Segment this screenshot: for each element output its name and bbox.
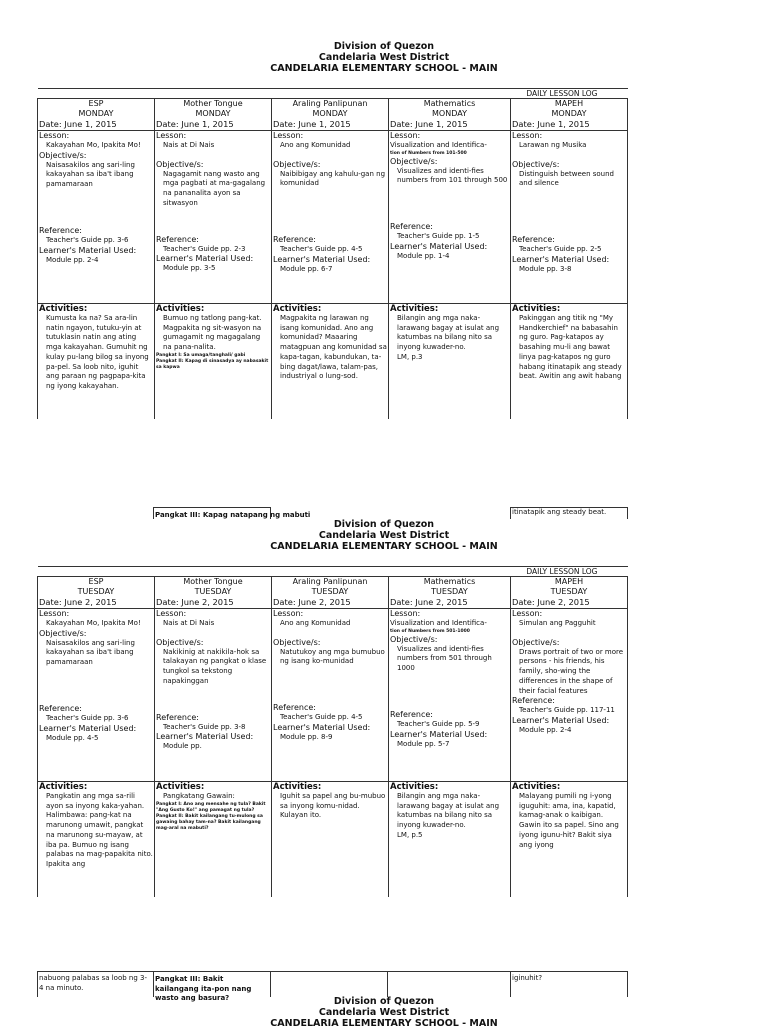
activities-esp: Activities: Kumusta ka na? Sa ara-lin natin ngayon, tutuku-yin at tutuklasin natin ang ating mga kakayahan. Gumuhit ng kulay pu-lang bilog sa inyong pa-pel. Sa loob nito, iguhit ang paraan ng pagpapa-kita ng iyong kakayahan. (38, 304, 155, 419)
overflow-divider (510, 507, 511, 519)
details-mathematics: Lesson: Visualization and Identifica- tion of Numbers from 501-1000 Objective/s: Visualizes and identi-fies numbers from 501 through 1000 Reference: Teacher's Guide pp. 5-9 Learner's Material Used: Module pp. 5-7 (389, 609, 511, 782)
overflow-text-mother-tongue: Pangkat III: Kapag natapang ng mabuti (155, 511, 311, 519)
overflow-divider (153, 971, 154, 997)
subject-mathematics: Mathematics TUESDAY Date: June 2, 2015 (389, 577, 511, 609)
subject-mother-tongue: Mother Tongue MONDAY Date: June 1, 2015 (155, 99, 272, 131)
activities-mapeh: Activities: Pakinggan ang titik ng "My Handkerchief" na babasahin ng guro. Pag-katapos ay basahing mu-li ang bawat linya pag-katapos ng guro habang itinatapik ang steady beat. Awitin ang awit habang (511, 304, 628, 419)
district-title: Candelaria West District (318, 52, 450, 63)
overflow-text-mapeh: iginuhit? (512, 974, 543, 982)
daily-lesson-log-title: DAILY LESSON LOG (38, 89, 628, 99)
overflow-divider (627, 971, 628, 997)
activities-araling-panlipunan: Activities: Iguhit sa papel ang bu-mubuo sa inyong komu-nidad. Kulayan ito. (272, 782, 389, 897)
lesson-log-monday (37, 88, 628, 419)
overflow-divider (153, 507, 154, 519)
details-mathematics: Lesson: Visualization and Identifica- tion of Numbers from 101-500 Objective/s: Visualizes and identi-fies numbers from 101 through 500 Reference: Teacher's Guide pp. 1-5 Learner's Material Used: Module pp. 1-4 (389, 131, 511, 304)
lesson-details-row (38, 609, 628, 782)
activities-esp: Activities: Pangkatin ang mga sa-rili ayon sa inyong kaka-yahan. Halimbawa: pang-kat na marunong umawit, pangkat na marunong su-mayaw, at iba pa. Bumuo ng isang palabas na mag-papakita nito. Ipakita ang (38, 782, 155, 897)
lesson-log-tuesday (37, 566, 628, 897)
activities-row (38, 304, 628, 419)
district-title: Candelaria West District (318, 530, 450, 541)
activities-mathematics: Activities: Bilangin ang mga naka-larawang bagay at isulat ang katumbas na bilang nito sa inyong kuwader-no. LM, p.3 (389, 304, 511, 419)
subject-araling-panlipunan: Araling Panlipunan TUESDAY Date: June 2, 2015 (272, 577, 389, 609)
activities-mother-tongue: Activities: Bumuo ng tatlong pang-kat. Magpakita ng sit-wasyon na gumagamit ng magagalang na pana-nalita. Pangkat I: Sa umaga/tanghali/ gabi Pangkat II: Kapag di sinasadya ay nabasakit sa kapwa (155, 304, 272, 419)
activities-mapeh: Activities: Malayang pumili ng i-yong iguguhit: ama, ina, kapatid, kamag-anak o kaibigan. Gawin ito sa papel. Sino ang iyong igunu-hit? Bakit siya ang iyong (511, 782, 628, 897)
overflow-divider (37, 971, 627, 972)
division-title: Division of Quezon (333, 41, 435, 52)
overflow-divider (270, 971, 271, 997)
overflow-divider (627, 507, 628, 519)
division-title: Division of Quezon (333, 996, 435, 1007)
subject-esp: ESP TUESDAY Date: June 2, 2015 (38, 577, 155, 609)
school-title: CANDELARIA ELEMENTARY SCHOOL - MAIN (270, 63, 498, 74)
subject-mapeh: MAPEH MONDAY Date: June 1, 2015 (511, 99, 628, 131)
details-mapeh: Lesson: Larawan ng Musika Objective/s: Distinguish between sound and silence Reference: Teacher's Guide pp. 2-5 Learner's Material Used: Module pp. 3-8 (511, 131, 628, 304)
school-title: CANDELARIA ELEMENTARY SCHOOL - MAIN (270, 541, 498, 552)
activities-mathematics: Activities: Bilangin ang mga naka-larawang bagay at isulat ang katumbas na bilang nito sa inyong kuwader-no. LM, p.5 (389, 782, 511, 897)
details-esp: Lesson: Kakayahan Mo, Ipakita Mo! Objective/s: Naisasakilos ang sari-ling kakayahan sa iba't ibang pamamaraan Reference: Teacher's Guide pp. 3-6 Learner's Material Used: Module pp. 4-5 (38, 609, 155, 782)
overflow-text-esp: nabuong palabas sa loob ng 3-4 na minuto. (39, 974, 147, 992)
subject-header-row (38, 99, 628, 131)
school-title: CANDELARIA ELEMENTARY SCHOOL - MAIN (270, 1018, 498, 1029)
activities-araling-panlipunan: Activities: Magpakita ng larawan ng isang komunidad. Ano ang komunidad? Maaaring matagpuan ang komunidad sa kapa-tagan, kabundukan, ta-bing dagat/lawa, talam-pas, industriyal o lung-sod. (272, 304, 389, 419)
subject-mapeh: MAPEH TUESDAY Date: June 2, 2015 (511, 577, 628, 609)
subject-mathematics: Mathematics MONDAY Date: June 1, 2015 (389, 99, 511, 131)
overflow-divider (387, 971, 388, 997)
division-title: Division of Quezon (333, 519, 435, 530)
overflow-divider (37, 971, 38, 997)
details-mother-tongue: Lesson: Nais at Di Nais Objective/s: Nakikinig at nakikila-hok sa talakayan ng pangkat o klase tungkol sa tekstong napakinggan Reference: Teacher's Guide pp. 3-8 Learner's Material Used: Module pp. (155, 609, 272, 782)
details-mapeh: Lesson: Simulan ang Pagguhit Objective/s: Draws portrait of two or more persons - his friends, his family, sho-wing the differences in the shape of their facial features Reference: Teacher's Guide pp. 117-11 Learner's Material Used: Module pp. 2-4 (511, 609, 628, 782)
overflow-text-mapeh: itinatapik ang steady beat. (512, 508, 607, 516)
subject-esp: ESP MONDAY Date: June 1, 2015 (38, 99, 155, 131)
subject-header-row (38, 577, 628, 609)
activities-mother-tongue: Activities: Pangkatang Gawain: Pangkat I: Ano ang mensahe ng tula? Bakit "Ang Gusto Ko!" ang pamagat ng tula? Pangkat II: Bakit kailangang tu-mulong sa gawaing bahay tam-na? Bakit kailangang mag-aral na mabuti? (155, 782, 272, 897)
overflow-text-mother-tongue: Pangkat III: Bakit kailangang ita-pon nang wasto ang basura? (155, 975, 252, 1003)
details-esp: Lesson: Kakayahan Mo, Ipakita Mo! Objective/s: Naisasakilos ang sari-ling kakayahan sa iba't ibang pamamaraan Reference: Teacher's Guide pp. 3-6 Learner's Material Used: Module pp. 2-4 (38, 131, 155, 304)
details-mother-tongue: Lesson: Nais at Di Nais Objective/s: Nagagamit nang wasto ang mga pagbati at ma-gagalang na pananalita ayon sa sitwasyon Reference: Teacher's Guide pp. 2-3 Learner's Material Used: Module pp. 3-5 (155, 131, 272, 304)
overflow-divider (510, 971, 511, 997)
district-title: Candelaria West District (318, 1007, 450, 1018)
activities-row (38, 782, 628, 897)
page-header-tuesday (0, 519, 768, 552)
overflow-divider (153, 507, 270, 508)
page-header-wednesday (0, 996, 768, 1029)
details-araling-panlipunan: Lesson: Ano ang Komunidad Objective/s: Natutukoy ang mga bumubuo ng isang ko-munidad Reference: Teacher's Guide pp. 4-5 Learner's Material Used: Module pp. 8-9 (272, 609, 389, 782)
subject-mother-tongue: Mother Tongue TUESDAY Date: June 2, 2015 (155, 577, 272, 609)
page-header-monday (0, 41, 768, 74)
daily-lesson-log-title: DAILY LESSON LOG (38, 567, 628, 577)
details-araling-panlipunan: Lesson: Ano ang Komunidad Objective/s: Naibibigay ang kahulu-gan ng komunidad Reference: Teacher's Guide pp. 4-5 Learner's Material Used: Module pp. 6-7 (272, 131, 389, 304)
subject-araling-panlipunan: Araling Panlipunan MONDAY Date: June 1, 2015 (272, 99, 389, 131)
lesson-details-row (38, 131, 628, 304)
